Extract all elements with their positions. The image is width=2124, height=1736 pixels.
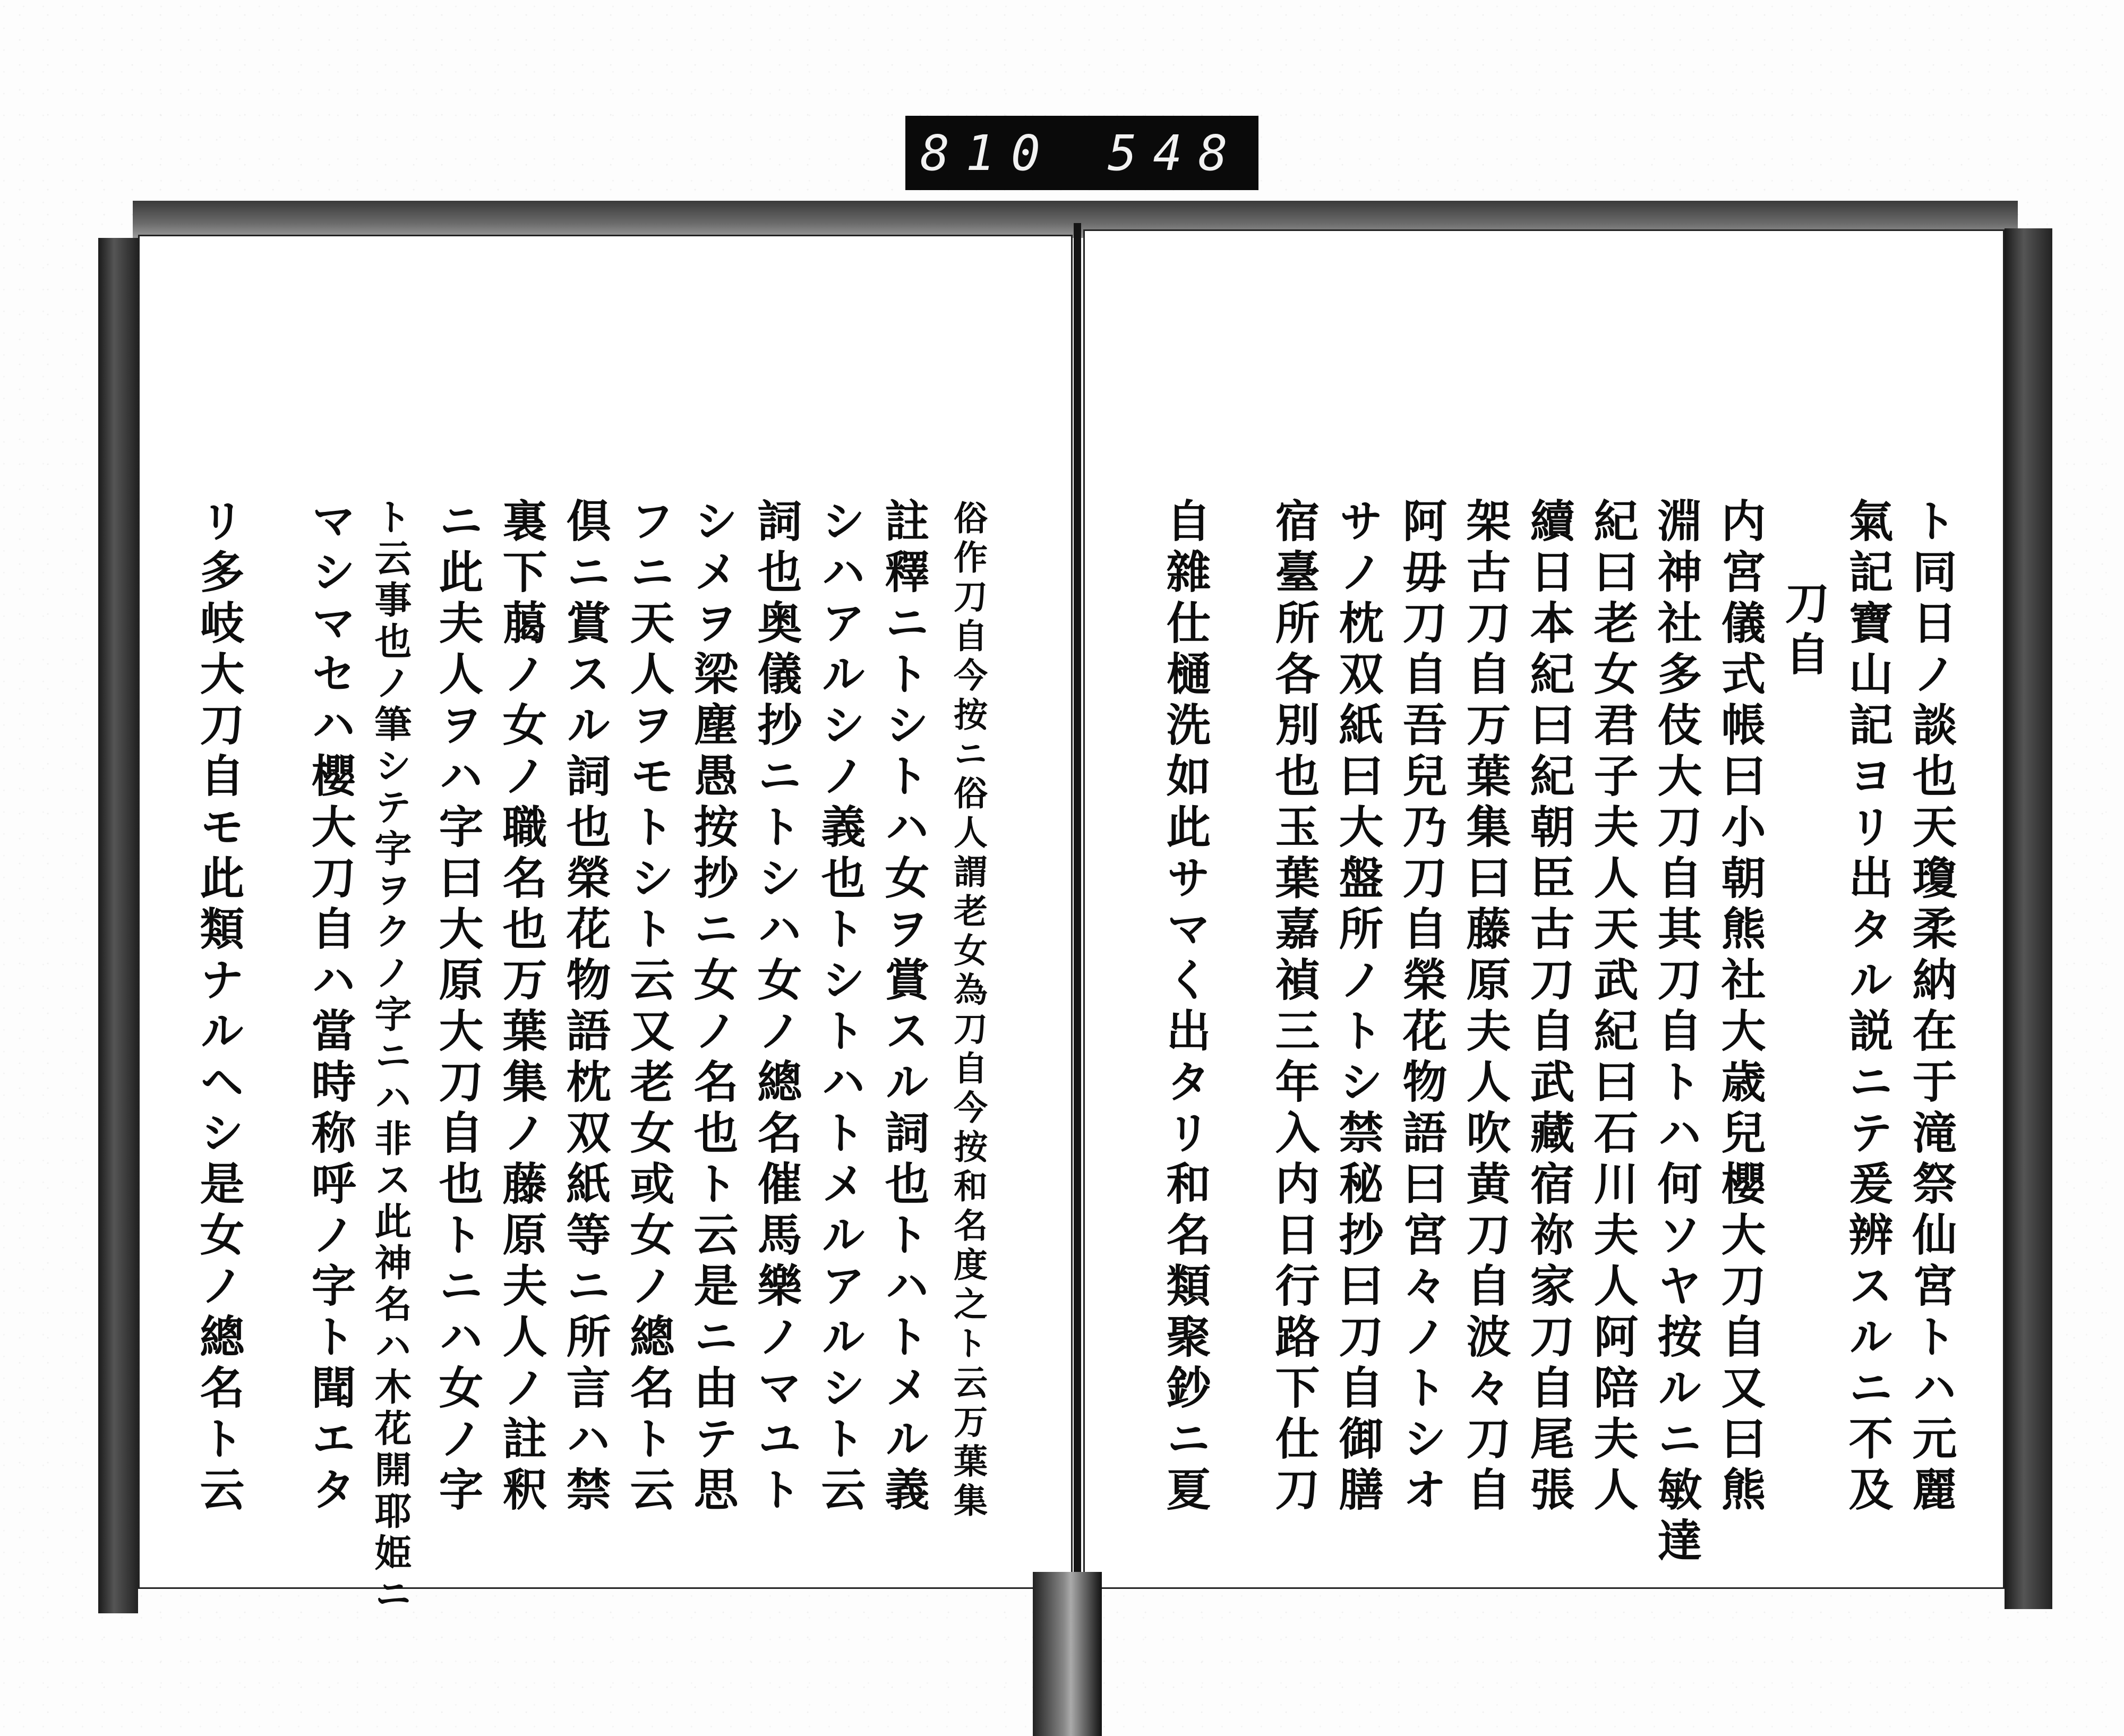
left-page-column: フニ天人ヲモトシト云又老女或女ノ總名ト云 — [623, 498, 675, 1517]
right-page-column: 宿臺所各別也玉葉嘉禎三年入内日行路下仕刀 — [1268, 498, 1321, 1517]
right-page — [1083, 229, 2005, 1589]
reel-number-left: 810 — [920, 124, 1057, 182]
right-page-edge — [2005, 228, 2052, 1609]
left-page-column: 註釋ニトシトハ女ヲ賞スル詞也トハトメル義 — [878, 498, 930, 1517]
right-page-column: 紀曰老女君子夫人天武紀曰石川夫人阿陪夫人 — [1587, 498, 1639, 1517]
left-page-column: 裏下﨟ノ女ノ職名也万葉集ノ藤原夫人ノ註釈 — [495, 498, 548, 1517]
right-page-column: ト同日ノ談也天瓊柔納在于滝祭仙宮トハ元麗 — [1905, 498, 1958, 1517]
book-gutter-bottom — [1033, 1572, 1102, 1736]
right-page-column: 阿毋刀自吾兒乃刀自榮花物語曰宮々ノトシオ — [1395, 498, 1448, 1517]
right-page-column: サノ枕双紙曰大盤所ノトシ禁秘抄曰刀自御膳 — [1332, 498, 1384, 1517]
right-page-column: 氣記寶山記ヨリ出タル説ニテ爰辨スルニ不及 — [1842, 498, 1894, 1517]
reel-label — [905, 116, 1258, 190]
right-page-column: 架古刀自万葉集曰藤原夫人吹黄刀自波々刀自 — [1459, 498, 1512, 1517]
right-page-column: 自雜仕樋洗如此サマく出タリ和名類聚鈔ニ夏 — [1159, 498, 1212, 1517]
book-spine — [1074, 223, 1081, 1593]
left-page-column: リ多岐大刀自モ此類ナルヘシ是女ノ總名ト云 — [193, 498, 245, 1517]
left-page-column: 俗作刀自今按ニ俗人謂老女為刀自今按和名度之ト云万葉集 — [948, 500, 988, 1522]
right-page-column: 刀自 — [1778, 580, 1830, 682]
right-page-column: 内宮儀式帳曰小朝熊社大歳兒櫻大刀自又曰熊 — [1714, 498, 1767, 1517]
left-page-column: 詞也奥儀抄ニトシハ女ノ總名催馬樂ノマユト — [750, 498, 803, 1517]
reel-number-right: 548 — [1107, 124, 1244, 182]
left-page-column: 倶ニ賞スル詞也榮花物語枕双紙等ニ所言ハ禁 — [559, 498, 612, 1517]
left-page-edge — [98, 238, 138, 1613]
left-page-column: シメヲ梁塵愚按抄ニ女ノ名也ト云是ニ由テ思 — [687, 498, 739, 1517]
right-page-column: 淵神社多伎大刀自其刀自トハ何ソヤ按ルニ敏達 — [1650, 498, 1703, 1568]
left-page-column: ニ此夫人ヲハ字曰大原大刀自也トニハ女ノ字 — [432, 498, 484, 1517]
left-page-column: マシマセハ櫻大刀自ハ當時称呼ノ字ト聞エタ — [304, 498, 357, 1517]
book-cover-top-left — [133, 201, 1089, 238]
left-page-column: ト云事也ノ筆シテ字ヲクノ字ニハ非ス此神名ハ木花開耶姫ニ — [369, 498, 413, 1616]
left-page-column: シハアルシノ義也トシトハトメルアルシト云 — [814, 498, 867, 1517]
right-page-column: 續日本紀曰紀朝臣古刀自武藏宿祢家刀自尾張 — [1523, 498, 1575, 1517]
left-page — [138, 235, 1073, 1616]
